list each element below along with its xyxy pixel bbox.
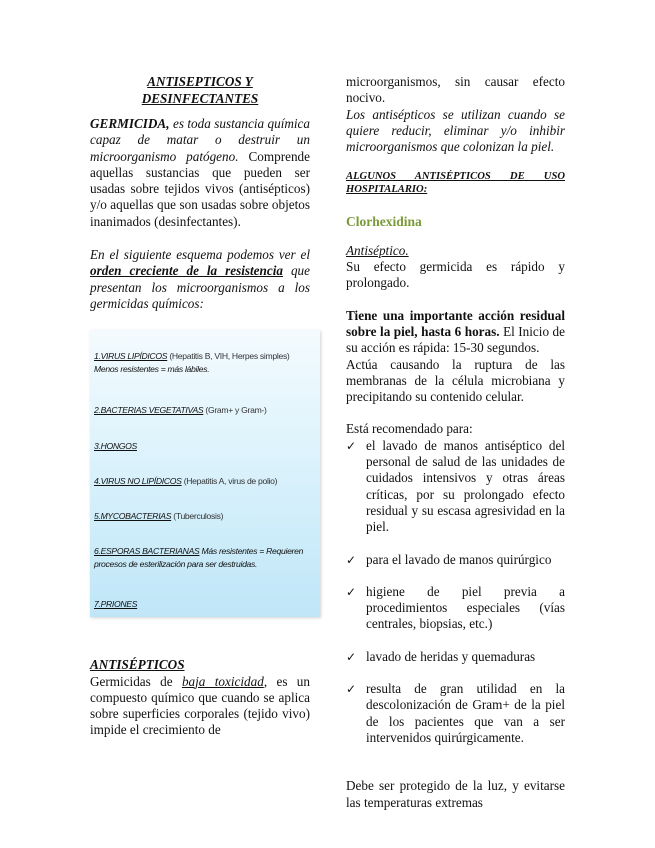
footer-note: Debe ser protegido de la luz, y evitarse las temperaturas extremas (346, 778, 565, 810)
italic-paragraph: Los antisépticos se utilizan cuando se quiere reducir, eliminar y/o inhibir microorganismos que colonizan la piel. (346, 106, 565, 155)
antiseptico-label: Antiséptico. (346, 242, 409, 258)
check-icon: ✓ (346, 682, 357, 697)
scheme-post: que presentan los microorganismos a los germicidas químicos: (90, 263, 311, 311)
clorhexidina-heading: Clorhexidina (346, 214, 422, 230)
antisepticos-paragraph (90, 674, 310, 739)
germicida-paragraph (90, 116, 310, 230)
list-item: ✓ para el lavado de manos quirúrgico (346, 551, 552, 567)
check-icon: ✓ (346, 552, 357, 567)
recommendation-list (346, 438, 565, 746)
residual-inicio: El Inicio de su acción es rápida: 15-30 segundos. (346, 323, 565, 356)
list-item: ✓ higiene de piel previa a procedimientos especiales (vías centrales, biopsias, etc.) (346, 583, 565, 632)
resistance-item-6: 6.ESPORAS BACTERIANAS Más resistentes = Requieren procesos de esterilización para ser destruidas. (94, 546, 304, 570)
resistance-item-4: 4.VIRUS NO LIPÍDICOS (Hepatitis A, virus de polio) (94, 476, 278, 487)
check-icon: ✓ (346, 649, 357, 664)
check-icon: ✓ (346, 438, 357, 453)
germicida-definition: es toda sustancia química capaz de matar o destruir un microorganismo patógeno. (90, 116, 310, 164)
antisepticos-heading: ANTISÉPTICOS (90, 657, 185, 673)
recomendado-text: Está recomendado para: (346, 421, 473, 437)
list-item: ✓ lavado de heridas y quemaduras (346, 648, 536, 664)
check-icon: ✓ (346, 584, 357, 599)
scheme-intro (90, 247, 310, 312)
left-column (90, 74, 310, 739)
page-title: ANTISEPTICOS Y DESINFECTANTES (141, 74, 259, 106)
residual-paragraph (346, 308, 565, 357)
germicida-term: GERMICIDA, (90, 116, 170, 131)
actua-text: Actúa causando la ruptura de las membranas de la célula microbiana y precipitando su contenido celular. (346, 356, 565, 405)
resistance-item-5: 5.MYCOBACTERIAS (Tuberculosis) (94, 511, 224, 522)
continuation-text: microorganismos, sin causar efecto nocivo. (346, 74, 565, 106)
antisepticos-underline: baja toxicidad (181, 673, 264, 689)
resistance-item-2: 2.BACTERIAS VEGETATIVAS (Gram+ y Gram-) (94, 405, 267, 416)
resistance-item-7: 7.PRIONES (94, 599, 138, 610)
list-item: ✓ resulta de gran utilidad en la descolonización de Gram+ de la piel de los pacientes que van a ser intervenidos quirúrgicamente. (346, 681, 565, 745)
list-item: ✓ el lavado de manos antiséptico del personal de salud de las unidades de cuidados intensivos y otras áreas críticas, por su prolongado efecto residual y su escasa agresividad en la piel. (346, 437, 565, 535)
antisepticos-pre: Germicidas de (90, 673, 182, 689)
resistance-item-3: 3.HONGOS (94, 441, 137, 452)
efecto-text: Su efecto germicida es rápido y prolongado. (346, 259, 565, 291)
antisepticos-post: , es un compuesto químico que cuando se aplica sobre superficies corporales (tejido vivo) impide el crecimiento de (90, 673, 310, 738)
resistance-diagram (90, 330, 320, 617)
germicida-rest: Comprende aquellas sustancias que pueden ser usadas sobre tejidos vivos (antisépticos) y/o aquellas que son usadas sobre objetos inanimados (desinfectantes). (90, 148, 310, 229)
scheme-bold: orden creciente de la resistencia (90, 263, 283, 279)
scheme-pre: En el siguiente esquema podemos ver el (90, 247, 310, 263)
right-column (346, 74, 565, 811)
residual-bold: Tiene una importante acción residual sobre la piel, hasta 6 horas. (346, 307, 565, 339)
hospital-heading: ALGUNOS ANTISÉPTICOS DE USO HOSPITALARIO: (346, 171, 565, 195)
resistance-item-1: 1.VIRUS LIPÍDICOS (Hepatitis B, VIH, Herpes simples) Menos resistentes = más lábiles. (94, 351, 290, 375)
